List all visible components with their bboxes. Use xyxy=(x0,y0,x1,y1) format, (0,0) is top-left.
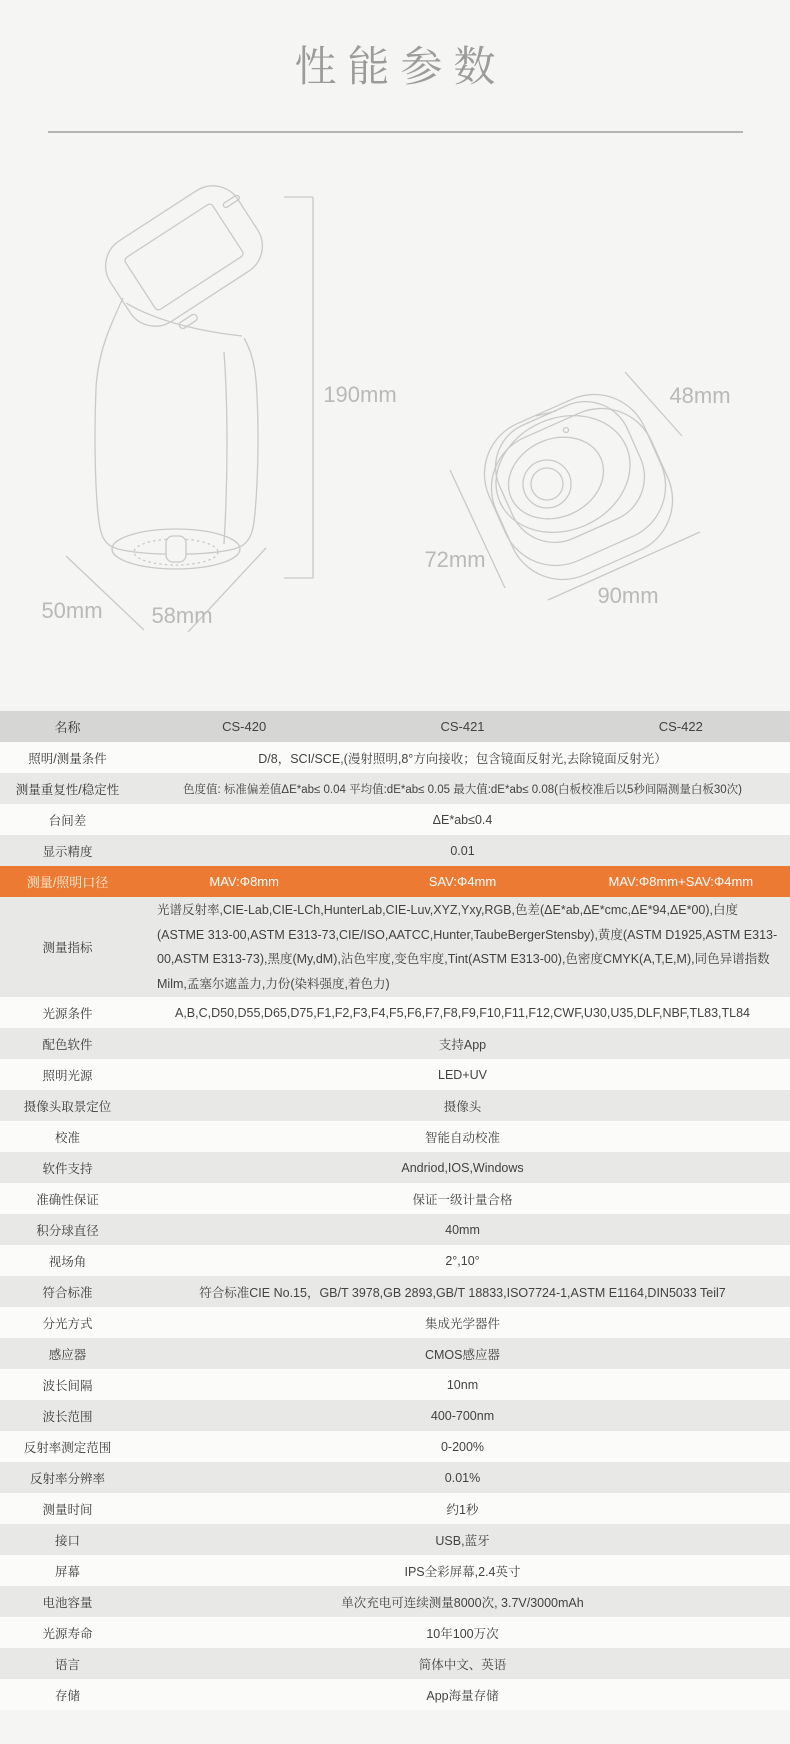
row-label: 名称 xyxy=(54,720,81,735)
row-value: 约1秒 xyxy=(446,1502,479,1517)
spec-row-battery-capacity xyxy=(0,1586,790,1617)
row-label: 照明/测量条件 xyxy=(28,751,107,766)
row-value: 2°,10° xyxy=(445,1253,480,1268)
spec-row-calibration xyxy=(0,1121,790,1152)
row-value: 简体中文、英语 xyxy=(418,1657,507,1672)
spec-row-language xyxy=(0,1648,790,1679)
row-label: 接口 xyxy=(54,1533,80,1548)
row-value: CMOS感应器 xyxy=(424,1347,500,1362)
spec-row-color-matching-software xyxy=(0,1028,790,1059)
row-value: 单次充电可连续测量8000次, 3.7V/3000mAh xyxy=(341,1595,584,1610)
row-value: 光谱反射率,CIE-Lab,CIE-LCh,HunterLab,CIE-Luv,XYZ,Yxy,RGB,色差(ΔE*ab,ΔE*cmc,ΔE*94,ΔE*00),白度(ASTME 313-00,ASTM E313-73,CIE/ISO,AATCC,Hunter,TaubeBergerStensby),黄度(ASTM D1925,ASTM E313-00,ASTM E313-73),黑度(My,dM),沾色牢度,变色牢度,Tint(ASTM E313-00),色密度CMYK(A,T,E,M),同色异谱指数Milm,孟塞尔遮盖力,力份(染料强度,着色力) xyxy=(157,903,778,991)
spec-row-wavelength-interval xyxy=(0,1369,790,1400)
row-value: 摄像头 xyxy=(443,1099,482,1114)
row-label: 光源寿命 xyxy=(42,1626,93,1641)
row-label: 符合标准 xyxy=(42,1285,93,1300)
spec-row-illumination-measure-condition xyxy=(0,742,790,773)
spec-row-repeatability-stability xyxy=(0,773,790,804)
spec-row-model-name xyxy=(0,711,790,742)
spec-table xyxy=(0,711,790,1710)
row-label: 准确性保证 xyxy=(36,1192,99,1207)
spec-row-standards-compliance xyxy=(0,1276,790,1307)
row-value: 支持App xyxy=(438,1037,487,1052)
row-label: 存储 xyxy=(54,1688,80,1703)
product-column-value: SAV:Φ4mm xyxy=(428,874,497,889)
row-label: 电池容量 xyxy=(42,1595,93,1610)
row-value: 0.01 xyxy=(450,843,475,858)
spec-row-wavelength-range xyxy=(0,1400,790,1431)
dim-label-base-height: 48mm xyxy=(669,383,731,408)
title-divider xyxy=(48,131,743,133)
spec-row-interface xyxy=(0,1524,790,1555)
spec-row-screen xyxy=(0,1555,790,1586)
row-label: 积分球直径 xyxy=(36,1223,99,1238)
product-column-value: CS-422 xyxy=(658,719,703,734)
row-value: Andriod,IOS,Windows xyxy=(401,1160,524,1175)
spec-row-light-source-life xyxy=(0,1617,790,1648)
spec-row-light-source-conditions xyxy=(0,997,790,1028)
row-value: IPS全彩屏幕,2.4英寸 xyxy=(404,1564,521,1579)
product-column-value: CS-421 xyxy=(440,719,485,734)
spec-row-storage xyxy=(0,1679,790,1710)
row-value: App海量存储 xyxy=(426,1688,499,1703)
product-column-value: MAV:Φ8mm xyxy=(209,874,279,889)
product-column-value: CS-420 xyxy=(222,719,267,734)
row-value: 10年100万次 xyxy=(426,1626,499,1641)
page-title: 性能参数 xyxy=(294,43,507,90)
row-label: 软件支持 xyxy=(42,1161,93,1176)
device-front-drawing xyxy=(66,174,313,632)
row-value: 保证一级计量合格 xyxy=(412,1192,513,1207)
row-label: 波长范围 xyxy=(42,1409,93,1424)
row-value: ΔE*ab≤0.4 xyxy=(432,812,493,827)
row-label: 照明光源 xyxy=(42,1068,93,1083)
row-value: 0.01% xyxy=(444,1470,481,1485)
row-label: 台间差 xyxy=(48,813,87,828)
spec-row-measure-time xyxy=(0,1493,790,1524)
spec-row-inter-instrument-error xyxy=(0,804,790,835)
row-label: 测量时间 xyxy=(42,1502,93,1517)
spec-row-reflectance-resolution xyxy=(0,1462,790,1493)
row-label: 测量重复性/稳定性 xyxy=(15,782,120,797)
row-value: 智能自动校准 xyxy=(424,1130,500,1145)
row-label: 反射率分辨率 xyxy=(29,1471,105,1486)
spec-row-camera-positioning xyxy=(0,1090,790,1121)
spec-row-integrating-sphere-diameter xyxy=(0,1214,790,1245)
row-value: A,B,C,D50,D55,D65,D75,F1,F2,F3,F4,F5,F6,F7,F8,F9,F10,F11,F12,CWF,U30,U35,DLF,NBF,TL83,TL84 xyxy=(175,1005,750,1020)
row-label: 测量/照明口径 xyxy=(26,875,109,890)
row-value: 40mm xyxy=(445,1222,480,1237)
row-label: 语言 xyxy=(54,1657,80,1672)
spec-row-software-support xyxy=(0,1152,790,1183)
row-label: 屏幕 xyxy=(54,1564,80,1579)
dim-label-device-depth: 50mm xyxy=(41,598,103,623)
dim-label-device-width: 58mm xyxy=(151,603,213,628)
spec-row-measure-indices xyxy=(0,897,790,997)
spec-row-measure-aperture xyxy=(0,866,790,897)
dim-label-base-depth: 72mm xyxy=(424,547,486,572)
spec-row-field-of-view xyxy=(0,1245,790,1276)
dim-label-base-width: 90mm xyxy=(597,583,659,608)
row-label: 分光方式 xyxy=(42,1316,93,1331)
row-label: 配色软件 xyxy=(42,1037,93,1052)
spec-row-accuracy-guarantee xyxy=(0,1183,790,1214)
product-dimension-diagram xyxy=(0,140,790,645)
row-label: 视场角 xyxy=(48,1254,87,1269)
row-value: 400-700nm xyxy=(430,1408,495,1423)
device-base-drawing xyxy=(450,372,700,600)
row-value: 集成光学器件 xyxy=(424,1316,500,1331)
spec-row-reflectance-measure-range xyxy=(0,1431,790,1462)
row-value: 10nm xyxy=(446,1377,479,1392)
row-label: 校准 xyxy=(54,1130,80,1145)
row-value: LED+UV xyxy=(438,1067,487,1082)
dim-label-device-height: 190mm xyxy=(323,382,397,407)
row-value: 0-200% xyxy=(440,1439,485,1454)
spec-row-illumination-source xyxy=(0,1059,790,1090)
row-label: 光源条件 xyxy=(42,1006,93,1021)
row-label: 摄像头取景定位 xyxy=(23,1099,112,1114)
row-label: 反射率测定范围 xyxy=(23,1440,112,1455)
row-value: 色度值: 标准偏差值ΔE*ab≤ 0.04 平均值:dE*ab≤ 0.05 最大值:dE*ab≤ 0.08(白板校准后以5秒间隔测量白板30次) xyxy=(183,783,742,796)
row-value: 符合标准CIE No.15，GB/T 3978,GB 2893,GB/T 18833,ISO7724-1,ASTM E1164,DIN5033 Teil7 xyxy=(199,1285,726,1300)
row-label: 感应器 xyxy=(48,1347,87,1362)
row-value: D/8，SCI/SCE,(漫射照明,8°方向接收；包含镜面反射光,去除镜面反射光） xyxy=(258,751,667,766)
row-label: 波长间隔 xyxy=(42,1378,93,1393)
row-value: USB,蓝牙 xyxy=(435,1533,490,1548)
row-label: 测量指标 xyxy=(42,941,93,955)
row-label: 显示精度 xyxy=(42,844,93,859)
product-column-value: MAV:Φ8mm+SAV:Φ4mm xyxy=(608,874,754,889)
spec-row-display-precision xyxy=(0,835,790,866)
spec-row-spectroscopic-method xyxy=(0,1307,790,1338)
spec-row-sensor xyxy=(0,1338,790,1369)
